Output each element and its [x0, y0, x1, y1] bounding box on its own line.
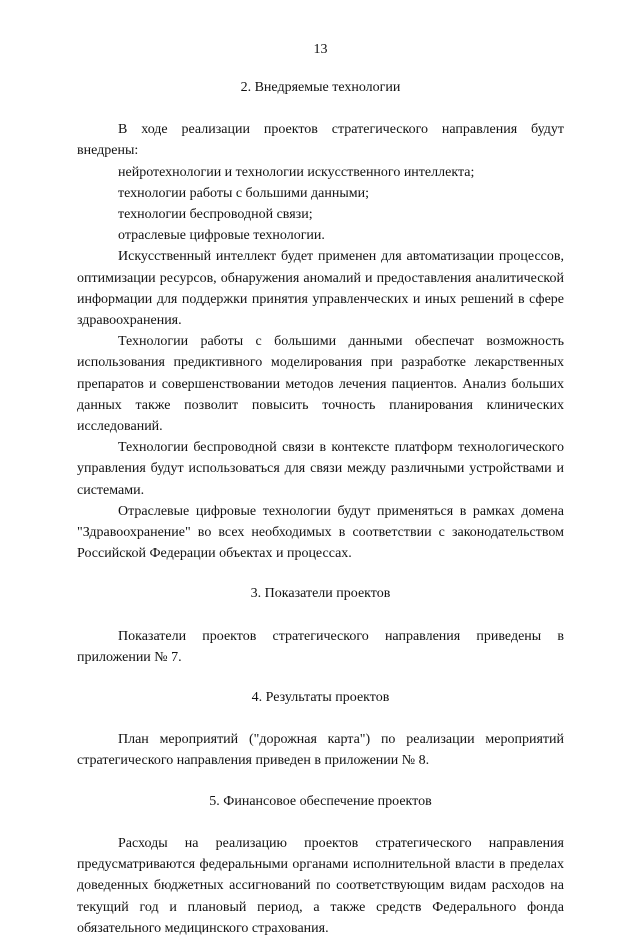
paragraph: Отраслевые цифровые технологии будут применяться в рамках домена "Здравоохранение" во всех необходимых в соответствии с законодательством Российской Федерации объектах и процессах. [77, 503, 564, 562]
list-item: нейротехнологии и технологии искусственного интеллекта; [118, 164, 475, 180]
section-intro: В ходе реализации проектов стратегического направления будут внедрены: [77, 122, 564, 159]
section-title: 2. Внедряемые технологии [240, 80, 401, 95]
paragraph: Расходы на реализацию проектов стратегического направления предусматриваются федеральными органами исполнительной власти в пределах доведенных бюджетных ассигнований по соответствующим видам расходов на текущий год и плановый период, а также средств Федерального фонда обязательного медицинского страхования. [77, 835, 564, 936]
section-indicators [77, 583, 564, 668]
paragraph: План мероприятий ("дорожная карта") по реализации мероприятий стратегического направления приведен в приложении № 8. [77, 732, 564, 769]
page-number: 13 [313, 42, 328, 57]
section-technologies [77, 77, 564, 564]
paragraph: Показатели проектов стратегического направления приведены в приложении № 7. [77, 628, 564, 665]
paragraph: Технологии беспроводной связи в контексте платформ технологического управления будут использоваться для связи между различными устройствами и системами. [77, 440, 564, 498]
section-title: 3. Показатели проектов [250, 586, 391, 602]
paragraph: Технологии работы с большими данными обеспечат возможность использования предиктивного моделирования при разработке лекарственных препаратов и совершенствовании методов лечения пациентов. Анализ больших данных также позволит повысить точность планирования клинических исследований. [77, 334, 564, 435]
list-item: технологии работы с большими данными; [118, 185, 369, 201]
paragraph: Искусственный интеллект будет применен для автоматизации процессов, оптимизации ресурсов, обнаружения аномалий и предоставления аналитической информации для поддержки принятия управленческих и иных решений в сфере здравоохранения. [77, 249, 564, 329]
list-item: технологии беспроводной связи; [118, 207, 313, 223]
list-item: отраслевые цифровые технологии. [118, 228, 325, 244]
section-title: 5. Финансовое обеспечение проектов [209, 793, 432, 809]
technology-list [77, 162, 564, 247]
section-results [77, 687, 564, 772]
section-title: 4. Результаты проектов [251, 690, 390, 706]
section-financing [77, 791, 564, 939]
